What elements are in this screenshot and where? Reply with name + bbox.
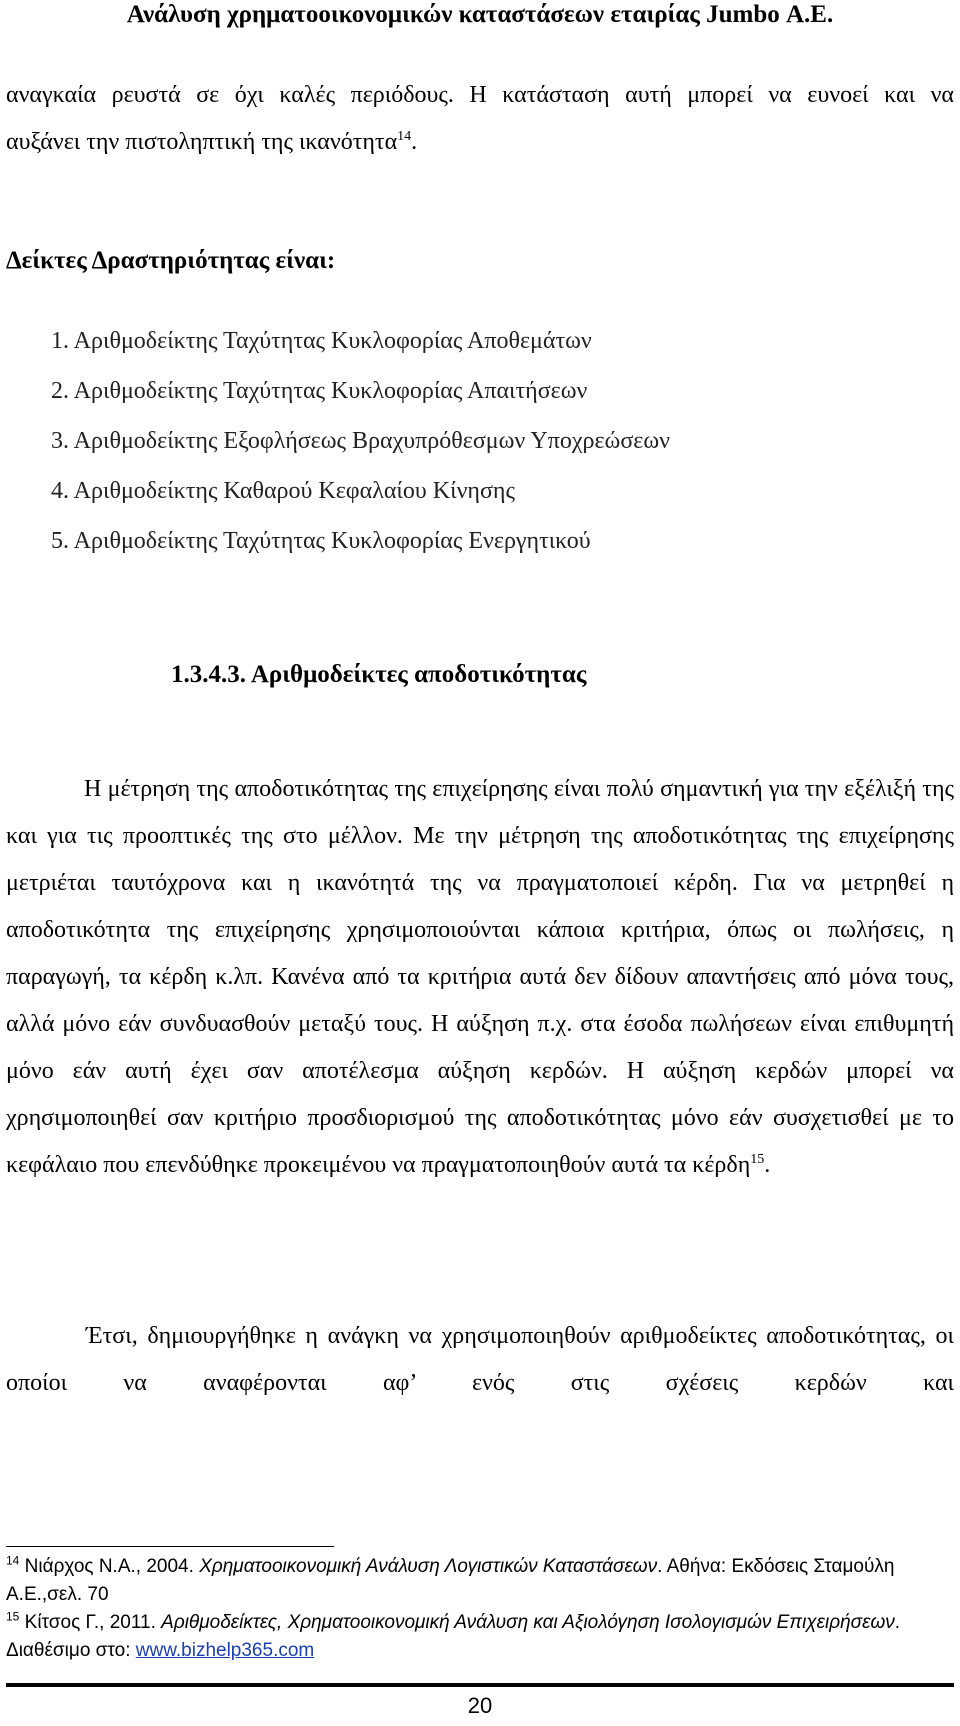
footnote-rest: . Διαθέσιμο στο: [6,1612,901,1661]
list-item: 5. Αριθμοδείκτης Ταχύτητας Κυκλοφορίας Ενεργητικού [51,528,591,554]
list-item: 4. Αριθμοδείκτης Καθαρού Κεφαλαίου Κίνησης [51,478,515,504]
footnote-15 [6,1609,946,1665]
footnote-link[interactable]: www.bizhelp365.com [135,1640,315,1661]
footnote-ref-14[interactable]: 14 [397,129,412,144]
footnote-author: Κίτσος Γ., 2011. [24,1612,156,1633]
list-item: 2. Αριθμοδείκτης Ταχύτητας Κυκλοφορίας Απαιτήσεων [51,378,588,404]
list-item: 3. Αριθμοδείκτης Εξοφλήσεως Βραχυπρόθεσμων Υποχρεώσεων [51,428,670,454]
page-number: 20 [467,1693,493,1718]
section-heading [171,660,586,690]
activity-ratios-list [51,316,670,566]
footnote-separator [6,1546,334,1547]
footnote-title: Αριθμοδείκτες, Χρηματοοικονομική Ανάλυση και Αξιολόγηση Ισολογισμών Επιχειρήσεων [161,1612,895,1633]
continuation-line-2 [6,119,954,166]
etsi-paragraph [6,1313,954,1407]
page-footer-rule [6,1683,954,1687]
continuation-paragraph [6,72,954,166]
list-item: 1. Αριθμοδείκτης Ταχύτητας Κυκλοφορίας Αποθεμάτων [51,328,592,354]
continuation-line-1: αναγκαία ρευστά σε όχι καλές περιόδους. Η κατάσταση αυτή μπορεί να ευνοεί και να [6,82,954,108]
profitability-paragraph [6,766,954,1189]
profitability-paragraph-end: . [764,1152,771,1178]
footnotes [6,1553,946,1665]
footnote-rest: . Αθήνα: Εκδόσεις Σταμούλη Α.Ε.,σελ. 70 [6,1556,895,1605]
profitability-paragraph-text: Η μέτρηση της αποδοτικότητας της επιχείρησης είναι πολύ σημαντική για την εξέλιξή της και για τις προοπτικές της στο μέλλον. Με την μέτρηση της αποδοτικότητας της επιχείρησης μετριέται ταυτόχρονα και η ικανότητά της να πραγματοποιεί κέρδη. Για να μετρηθεί η αποδοτικότητα της επιχείρησης χρησιμοποιούνται κάποια κριτήρια, όπως οι πωλήσεις, η παραγωγή, τα κέρδη κ.λπ. Κανένα από τα κριτήρια αυτά δεν δίδουν απαντήσεις από μόνα τους, αλλά μόνο εάν συνδυασθούν μεταξύ τους. Η αύξηση π.χ. στα έσοδα πωλήσεων είναι επιθυμητή μόνο εάν αυτή έχει σαν αποτέλεσμα αύξηση κερδών. Η αύξηση κερδών μπορεί να χρησιμοποιηθεί σαν κριτήριο προσδιορισμού της αποδοτικότητας μόνο εάν συσχετισθεί με το κεφάλαιο που επενδύθηκε προκειμένου να πραγματοποιηθούν αυτά τα κέρδη [6,776,954,1178]
section-title: Αριθμοδείκτες αποδοτικότητας [250,661,587,688]
activity-ratios-heading: Δείκτες Δραστηριότητας είναι: [6,247,336,274]
footnote-14 [6,1553,946,1609]
section-number: 1.3.4.3. [171,661,246,688]
continuation-line-2-text: αυξάνει την πιστοληπτική της ικανότητα [6,129,398,155]
continuation-line-2-end: . [411,129,418,155]
footnote-ref-15[interactable]: 15 [750,1152,765,1167]
footnote-number: 14 [6,1553,20,1568]
running-header-title: Ανάλυση χρηματοοικονομικών καταστάσεων εταιρίας Jumbo Α.Ε. [126,1,834,28]
etsi-paragraph-text: Έτσι, δημιουργήθηκε η ανάγκη να χρησιμοποιηθούν αριθμοδείκτες αποδοτικότητας, οι οποίοι να αναφέρονται αφ’ ενός στις σχέσεις κερδών και [6,1323,954,1396]
footnote-number: 15 [6,1609,20,1624]
footnote-author: Νιάρχος Ν.Α., 2004. [24,1556,194,1577]
footnote-title: Χρηματοοικονομική Ανάλυση Λογιστικών Καταστάσεων [199,1556,658,1577]
